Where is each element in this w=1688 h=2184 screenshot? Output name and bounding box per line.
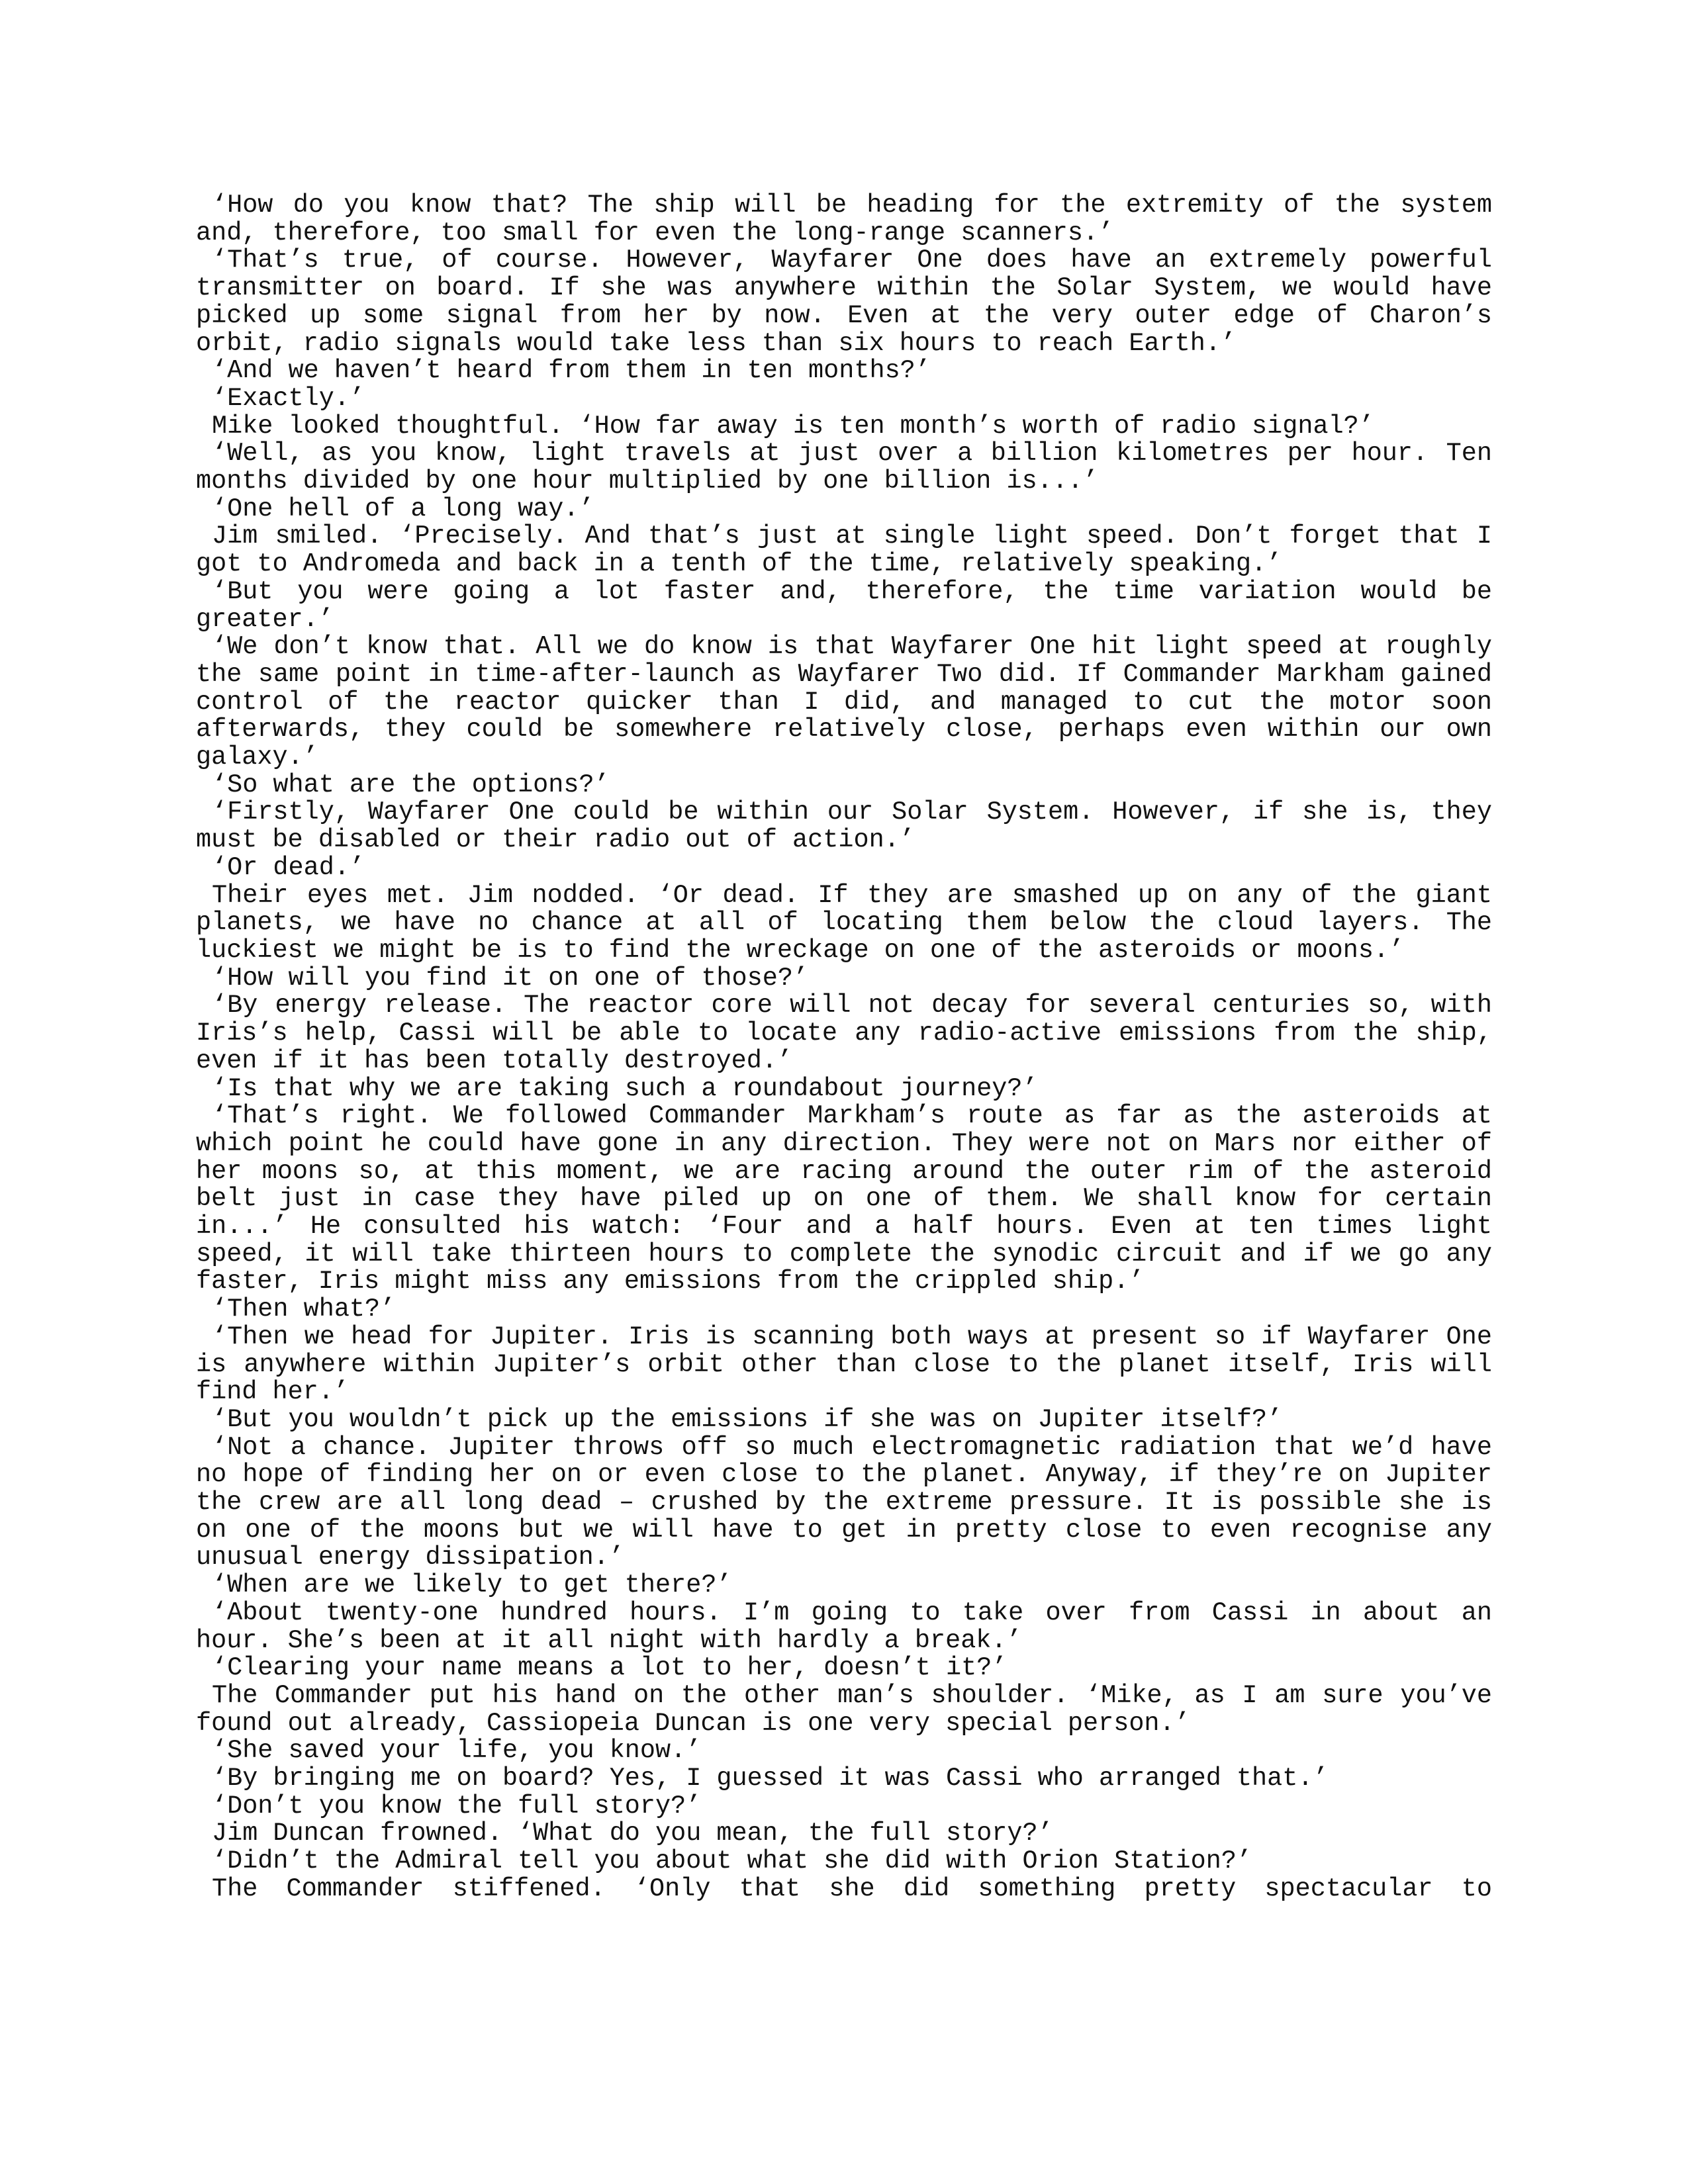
paragraph-4: ‘Exactly.’ [212, 383, 365, 413]
paragraph-31: ‘Didn’t the Admiral tell you about what she did with Orion Station?’ [212, 1846, 1252, 1876]
paragraph-10: ‘We don’t know that. All we do know is that Wayfarer One hit light speed at roughly the same point in time-after-launch as Wayfarer Two did. If Commander Markham gained control of the reactor quicker than I did, and managed to cut the motor soon afterwards, they could be somewhere relatively close, perhaps even within our own galaxy.’ [196, 632, 1492, 772]
paragraph-23: ‘When are we likely to get there?’ [212, 1570, 732, 1600]
paragraph-22: ‘Not a chance. Jupiter throws off so much electromagnetic radiation that we’d have no hope of finding her on or even close to the planet. Anyway, if they’re on Jupiter the crew are all long dead – crushed by the extreme pressure. It is possible she is on one of the moons but we will have to get in pretty close to even recognise any unusual energy dissipation.’ [196, 1432, 1492, 1572]
paragraph-11: ‘So what are the options?’ [212, 770, 610, 799]
paragraph-8: Jim smiled. ‘Precisely. And that’s just at single light speed. Don’t forget that I got to Andromeda and back in a tenth of the time, relatively speaking.’ [196, 522, 1492, 579]
paragraph-5: Mike looked thoughtful. ‘How far away is ten month’s worth of radio signal?’ [212, 411, 1374, 441]
paragraph-32: The Commander stiffened. ‘Only that she did something pretty spectacular to [212, 1874, 1492, 1903]
paragraph-13: ‘Or dead.’ [212, 852, 365, 882]
paragraph-6: ‘Well, as you know, light travels at just over a billion kilometres per hour. Ten months divided by one hour multiplied by one billion is...’ [196, 439, 1492, 496]
paragraph-17: ‘Is that why we are taking such a roundabout journey?’ [212, 1073, 1038, 1103]
paragraph-29: ‘Don’t you know the full story?’ [212, 1791, 702, 1821]
paragraph-14: Their eyes met. Jim nodded. ‘Or dead. If they are smashed up on any of the giant planets, we have no chance at all of locating them below the cloud layers. The luckiest we might be is to find the wreckage on one of the asteroids or moons.’ [196, 880, 1492, 965]
paragraph-20: ‘Then we head for Jupiter. Iris is scanning both ways at present so if Wayfarer One is anywhere within Jupiter’s orbit other than close to the planet itself, Iris will find her.’ [196, 1322, 1492, 1407]
paragraph-16: ‘By energy release. The reactor core will not decay for several centuries so, with Iris’s help, Cassi will be able to locate any radio-active emissions from the ship, even if it has been totally destroyed.’ [196, 991, 1492, 1075]
paragraph-18: ‘That’s right. We followed Commander Markham’s route as far as the asteroids at which point he could have gone in any direction. They were not on Mars nor either of her moons so, at this moment, we are racing around the outer rim of the asteroid belt just in case they have piled up on one of them. We shall know for certain in...’ He consulted his watch: ‘Four and a half hours. Even at ten times light speed, it will take thirteen hours to complete the synodic circuit and if we go any faster, Iris might miss any emissions from the crippled ship.’ [196, 1101, 1492, 1297]
paragraph-30: Jim Duncan frowned. ‘What do you mean, the full story?’ [212, 1819, 1053, 1848]
paragraph-9: ‘But you were going a lot faster and, therefore, the time variation would be greater.’ [196, 576, 1492, 634]
manuscript-page [196, 192, 1492, 1903]
paragraph-27: ‘She saved your life, you know.’ [212, 1736, 702, 1766]
paragraph-26: The Commander put his hand on the other man’s shoulder. ‘Mike, as I am sure you’ve found out already, Cassiopeia Duncan is one very special person.’ [196, 1680, 1492, 1738]
paragraph-15: ‘How will you find it on one of those?’ [212, 963, 809, 993]
paragraph-1: ‘How do you know that? The ship will be heading for the extremity of the system and, therefore, too small for even the long-range scanners.’ [196, 191, 1492, 248]
paragraph-24: ‘About twenty-one hundred hours. I’m going to take over from Cassi in about an hour. She’s been at it all night with hardly a break.’ [196, 1598, 1492, 1655]
paragraph-3: ‘And we haven’t heard from them in ten months?’ [212, 356, 931, 386]
paragraph-2: ‘That’s true, of course. However, Wayfarer One does have an extremely powerful transmitter on board. If she was anywhere within the Solar System, we would have picked up some signal from her by now. Even at the very outer edge of Charon’s orbit, radio signals would take less than six hours to reach Earth.’ [196, 246, 1492, 358]
paragraph-28: ‘By bringing me on board? Yes, I guessed it was Cassi who arranged that.’ [212, 1764, 1329, 1794]
paragraph-7: ‘One hell of a long way.’ [212, 494, 594, 523]
paragraph-12: ‘Firstly, Wayfarer One could be within our Solar System. However, if she is, they must be disabled or their radio out of action.’ [196, 797, 1492, 855]
paragraph-19: ‘Then what?’ [212, 1295, 396, 1324]
paragraph-25: ‘Clearing your name means a lot to her, doesn’t it?’ [212, 1653, 1008, 1683]
paragraph-21: ‘But you wouldn’t pick up the emissions if she was on Jupiter itself?’ [212, 1404, 1283, 1434]
